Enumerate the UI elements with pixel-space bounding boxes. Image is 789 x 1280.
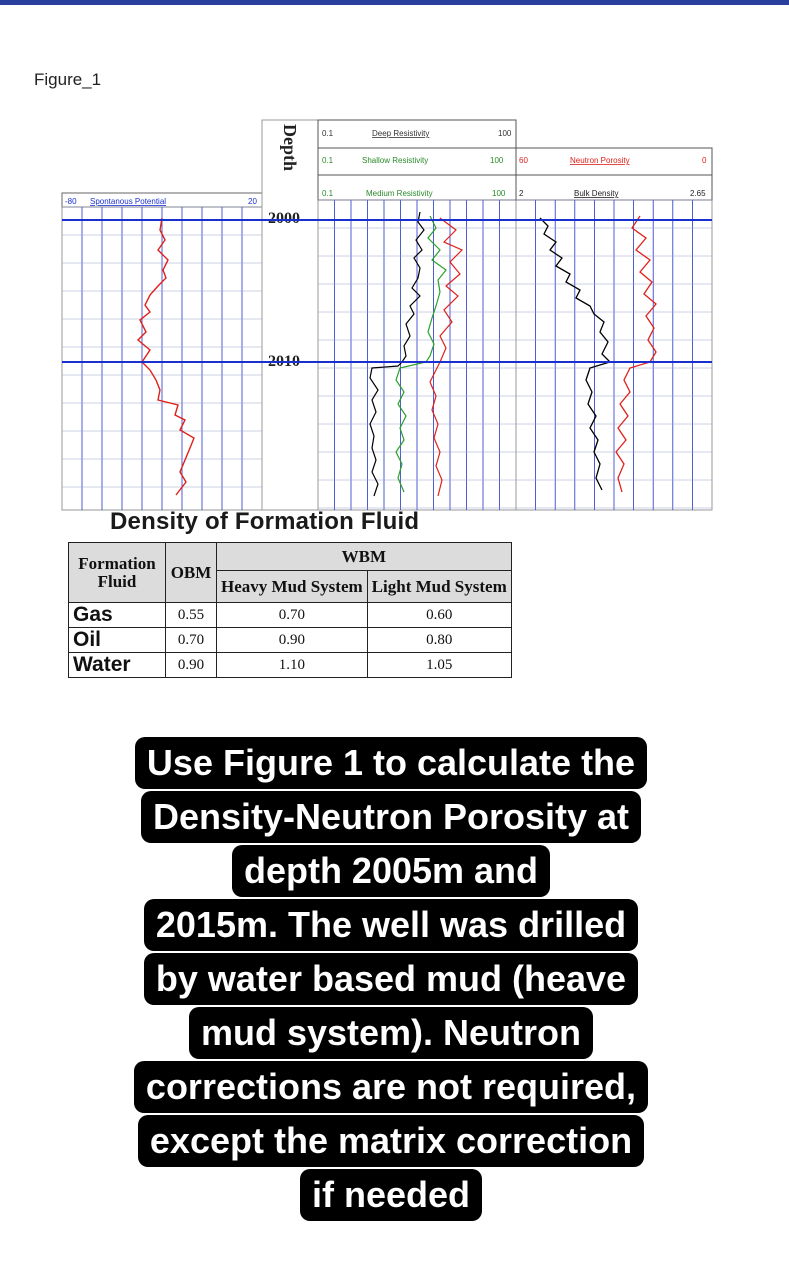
resistivity-track (318, 120, 516, 510)
caption-line: corrections are not required, (134, 1061, 648, 1113)
shallow-min: 0.1 (322, 156, 334, 165)
caption-line: if needed (300, 1169, 482, 1221)
obm-value: 0.70 (166, 628, 217, 653)
sp-name: Spontanous Potential (90, 197, 167, 206)
sp-max: 20 (248, 197, 257, 206)
table-row (69, 653, 512, 678)
density-name: Bulk Density (574, 189, 619, 198)
header-formation-fluid: Formation Fluid (69, 543, 166, 603)
shallow-max: 100 (490, 156, 504, 165)
figure-title: Figure_1 (34, 70, 102, 89)
formation-fluid-density-table (68, 542, 512, 678)
medium-min: 0.1 (322, 189, 334, 198)
well-log-figure (0, 100, 789, 520)
sp-track (62, 193, 262, 510)
heavy-value: 0.90 (217, 628, 368, 653)
caption-line: 2015m. The well was drilled (144, 899, 638, 951)
caption-line: by water based mud (heave (144, 953, 638, 1005)
header-wbm: WBM (217, 543, 512, 571)
top-accent-bar (0, 0, 789, 5)
fluid-name: Gas (69, 603, 166, 628)
fluid-name: Oil (69, 628, 166, 653)
deep-min: 0.1 (322, 129, 334, 138)
light-value: 0.80 (367, 628, 511, 653)
question-caption (96, 737, 686, 1223)
neutron-name: Neutron Porosity (570, 156, 630, 165)
heavy-value: 0.70 (217, 603, 368, 628)
table-title: Density of Formation Fluid (110, 508, 420, 535)
medium-name: Medium Resistivity (366, 189, 433, 198)
neutron-min: 60 (519, 156, 528, 165)
caption-line: depth 2005m and (232, 845, 550, 897)
light-value: 0.60 (367, 603, 511, 628)
caption-line: mud system). Neutron (189, 1007, 593, 1059)
depth-2010: 2010 (268, 353, 300, 370)
depth-label: Depth (280, 124, 300, 172)
obm-value: 0.90 (166, 653, 217, 678)
porosity-density-track (516, 148, 712, 510)
sp-min: -80 (65, 197, 77, 206)
medium-max: 100 (492, 189, 506, 198)
table-row (69, 603, 512, 628)
deep-name: Deep Resistivity (372, 129, 430, 138)
depth-track (262, 120, 318, 510)
caption-line: Use Figure 1 to calculate the (135, 737, 647, 789)
header-obm: OBM (166, 543, 217, 603)
neutron-max: 0 (702, 156, 707, 165)
heavy-value: 1.10 (217, 653, 368, 678)
fluid-name: Water (69, 653, 166, 678)
density-max: 2.65 (690, 189, 706, 198)
caption-line: Density-Neutron Porosity at (141, 791, 641, 843)
depth-2000: 2000 (268, 210, 300, 227)
header-light-mud: Light Mud System (367, 571, 511, 603)
header-heavy-mud: Heavy Mud System (217, 571, 368, 603)
table-row (69, 628, 512, 653)
caption-line: except the matrix correction (138, 1115, 644, 1167)
deep-max: 100 (498, 129, 512, 138)
density-min: 2 (519, 189, 524, 198)
obm-value: 0.55 (166, 603, 217, 628)
shallow-name: Shallow Resistivity (362, 156, 429, 165)
light-value: 1.05 (367, 653, 511, 678)
